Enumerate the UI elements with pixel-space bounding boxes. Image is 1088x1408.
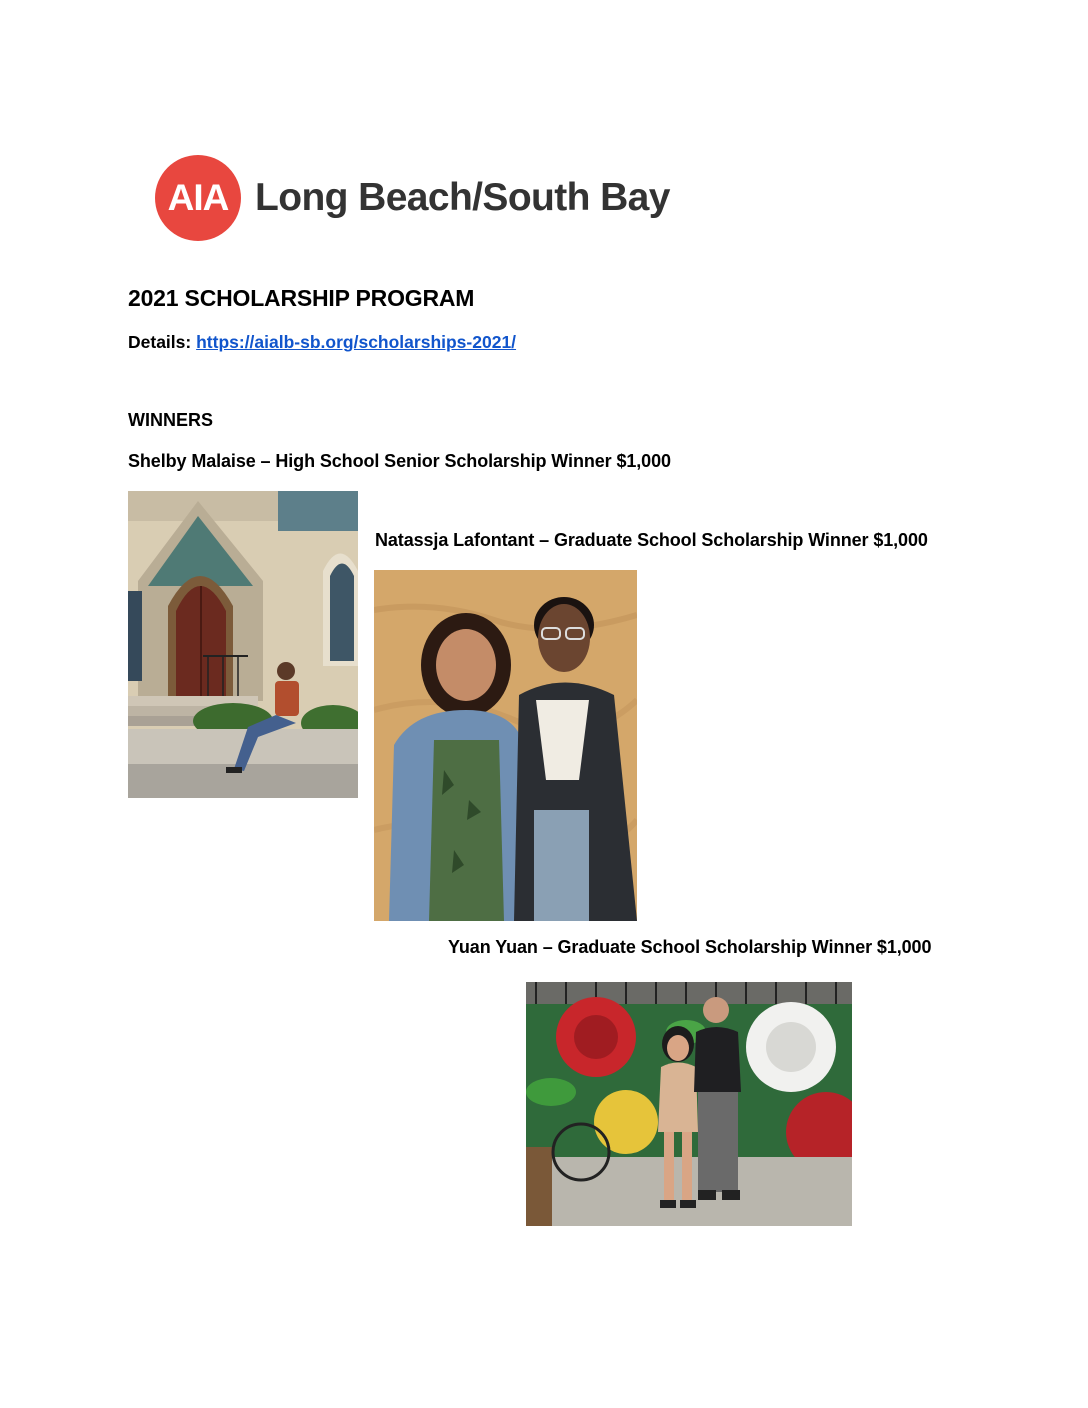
aia-logo [155,155,670,241]
winner-caption-natassja: Natassja Lafontant – Graduate School Scholarship Winner $1,000 [375,530,928,550]
details-line [128,332,516,353]
church-entrance-photo [128,491,358,798]
rose-mural-photo [526,982,852,1226]
winner-caption-shelby: Shelby Malaise – High School Senior Scholarship Winner $1,000 [128,451,671,471]
details-label: Details: [128,332,192,352]
aia-logo-text: Long Beach/South Bay [255,176,670,219]
page-title: 2021 SCHOLARSHIP PROGRAM [128,285,475,311]
two-women-plywood-photo [374,570,637,921]
winners-heading: WINNERS [128,410,213,430]
winner-caption-yuan: Yuan Yuan – Graduate School Scholarship Winner $1,000 [448,937,932,957]
details-link[interactable]: https://aialb-sb.org/scholarships-2021/ [196,332,517,352]
aia-logo-mark: AIA [155,155,241,241]
